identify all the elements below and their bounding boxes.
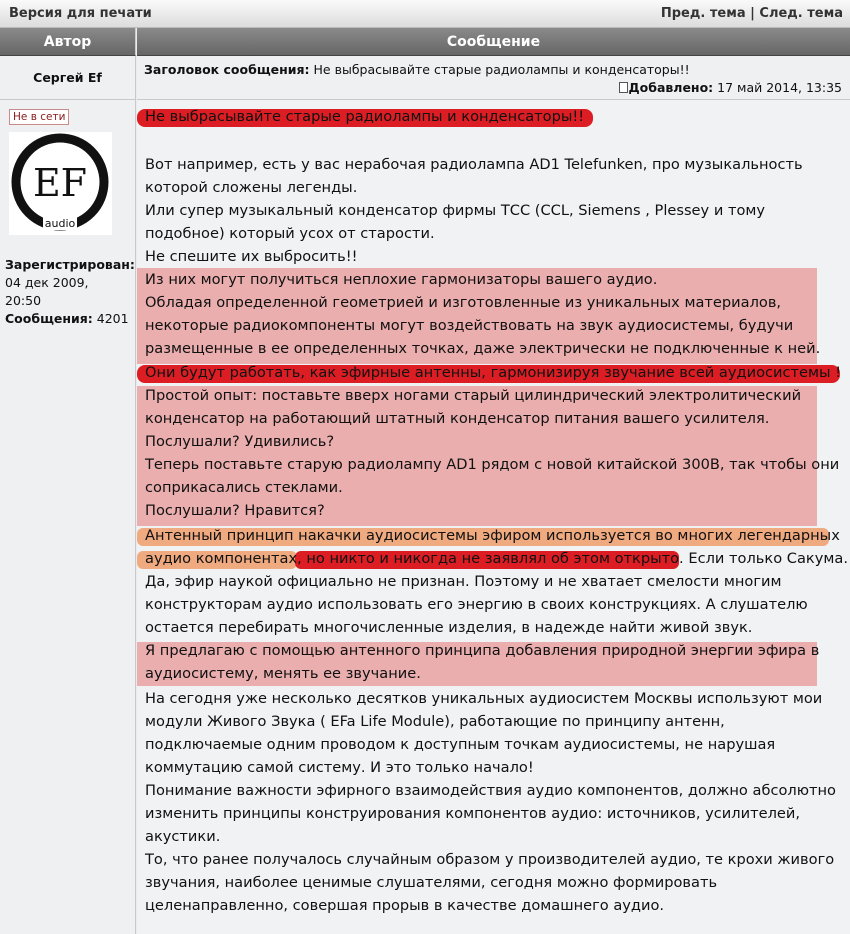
message-line: Или супер музыкальный конденсатор фирмы ТСС (CCL, Siemens , Plessey и тому: [145, 202, 766, 219]
message-line: подобное) который усох от старости.: [145, 225, 435, 242]
message-line: Вот например, есть у вас нерабочая радиолампа AD1 Telefunken, про музыкальность: [145, 156, 803, 173]
message-line: которой сложены легенды.: [145, 179, 358, 196]
message-line: модули Живого Звука ( EFa Life Module), работающие по принципу антенн,: [145, 713, 725, 730]
message-line: Простой опыт: поставьте вверх ногами старый цилиндрический электролитический: [145, 387, 802, 404]
author-column-header: Автор: [0, 28, 136, 56]
message-line: аудиосистему, менять ее звучание.: [145, 665, 421, 682]
top-nav-bar: [0, 0, 850, 28]
author-name[interactable]: Сергей Ef: [0, 56, 136, 100]
print-version-link[interactable]: Версия для печати: [9, 6, 152, 21]
message-line: Понимание важности эфирного взаимодействия аудио компонентов, должно абсолютно: [145, 782, 836, 799]
ef-audio-logo-icon: [9, 132, 112, 235]
message-fragment: Если только Сакума.: [683, 550, 848, 567]
message-fragment: аудио компонентах,: [145, 550, 302, 567]
message-line: некоторые радиокомпоненты могут воздействовать на звук аудиосистемы, будучи: [145, 317, 794, 334]
registration-info: [5, 256, 133, 328]
message-line: Теперь поставьте старую радиолампу AD1 рядом с новой китайской 300B, так чтобы они: [145, 456, 840, 473]
message-line: Не спешите их выбросить!!: [145, 248, 358, 265]
post-date: [619, 80, 843, 95]
post-header: [137, 56, 850, 100]
message-fragment: но никто и никогда не заявлял об этом открыто.: [301, 550, 684, 567]
message-line: На сегодня уже несколько десятков уникальных аудиосистем Москвы используют мои: [145, 690, 823, 707]
message-line: То, что ранее получалось случайным образом у производителей аудио, те крохи живого: [145, 851, 835, 868]
subject-label: Заголовок сообщения:: [144, 62, 310, 77]
author-profile: [0, 100, 136, 934]
message-line: звучания, наиболее ценимые слушателями, сегодня можно формировать: [145, 874, 718, 891]
added-label: Добавлено:: [628, 80, 714, 95]
offline-status-badge: Не в сети: [9, 109, 69, 125]
added-date: 17 май 2014, 13:35: [717, 80, 842, 95]
registered-time: 20:50: [5, 293, 42, 308]
next-topic-link[interactable]: След. тема: [759, 6, 843, 21]
message-line: Не выбрасывайте старые радиолампы и конденсаторы!!: [145, 108, 585, 125]
message-line: размещенные в ее определенных точках, даже электрически не подключенные к ней.: [145, 340, 821, 357]
message-line: Они будут работать, как эфирные антенны, гармонизируя звучание всей аудиосистемы !: [145, 364, 842, 381]
posts-label: Сообщения:: [5, 311, 93, 326]
message-line: Я предлагаю с помощью антенного принципа добавления природной энергии эфира в: [145, 642, 820, 659]
message-line: соприкасались стеклами.: [145, 479, 343, 496]
message-line: подключаемые одним проводом к доступным точкам аудиосистемы, не нарушая: [145, 736, 776, 753]
message-line: коммутацию самой систему. И это только начало!: [145, 759, 534, 776]
message-line: целенаправленно, совершая прорыв в качестве домашнего аудио.: [145, 897, 665, 914]
registered-date: 04 дек 2009,: [5, 275, 89, 290]
message-line: акустики.: [145, 828, 221, 845]
message-body: [137, 100, 850, 934]
message-line: Антенный принцип накачки аудиосистемы эфиром используется во многих легендарных: [145, 527, 840, 544]
message-line: Послушали? Удивились?: [145, 433, 335, 450]
nav-separator: |: [750, 6, 755, 21]
message-column-header: Сообщение: [137, 28, 850, 56]
message-line: [145, 550, 848, 567]
logo-text: EF: [32, 161, 88, 205]
post-link-icon[interactable]: [619, 82, 628, 93]
avatar: [9, 132, 112, 235]
post-subject: Не выбрасывайте старые радиолампы и конденсаторы!!: [313, 62, 690, 77]
message-line: конденсатор на работающий штатный конденсатор питания вашего усилителя.: [145, 410, 770, 427]
message-line: Послушали? Нравится?: [145, 502, 325, 519]
posts-count: 4201: [96, 311, 129, 326]
message-line: конструкторам аудио использовать его энергию в своих конструкциях. А слушателю: [145, 596, 808, 613]
message-line: Да, эфир наукой официально не признан. Поэтому и не хватает смелости многим: [145, 573, 782, 590]
prev-topic-link[interactable]: Пред. тема: [660, 6, 746, 21]
message-line: Обладая определенной геометрией и изготовленные из уникальных материалов,: [145, 294, 782, 311]
message-line: изменить принципы конструирования компонентов аудио: источников, усилителей,: [145, 805, 800, 822]
logo-subtext: audio: [44, 217, 76, 230]
message-line: Из них могут получиться неплохие гармонизаторы вашего аудио.: [145, 271, 658, 288]
message-line: остается перебирать многочисленные изделия, в надежде найти живой звук.: [145, 619, 753, 636]
registered-label: Зарегистрирован:: [5, 257, 135, 272]
